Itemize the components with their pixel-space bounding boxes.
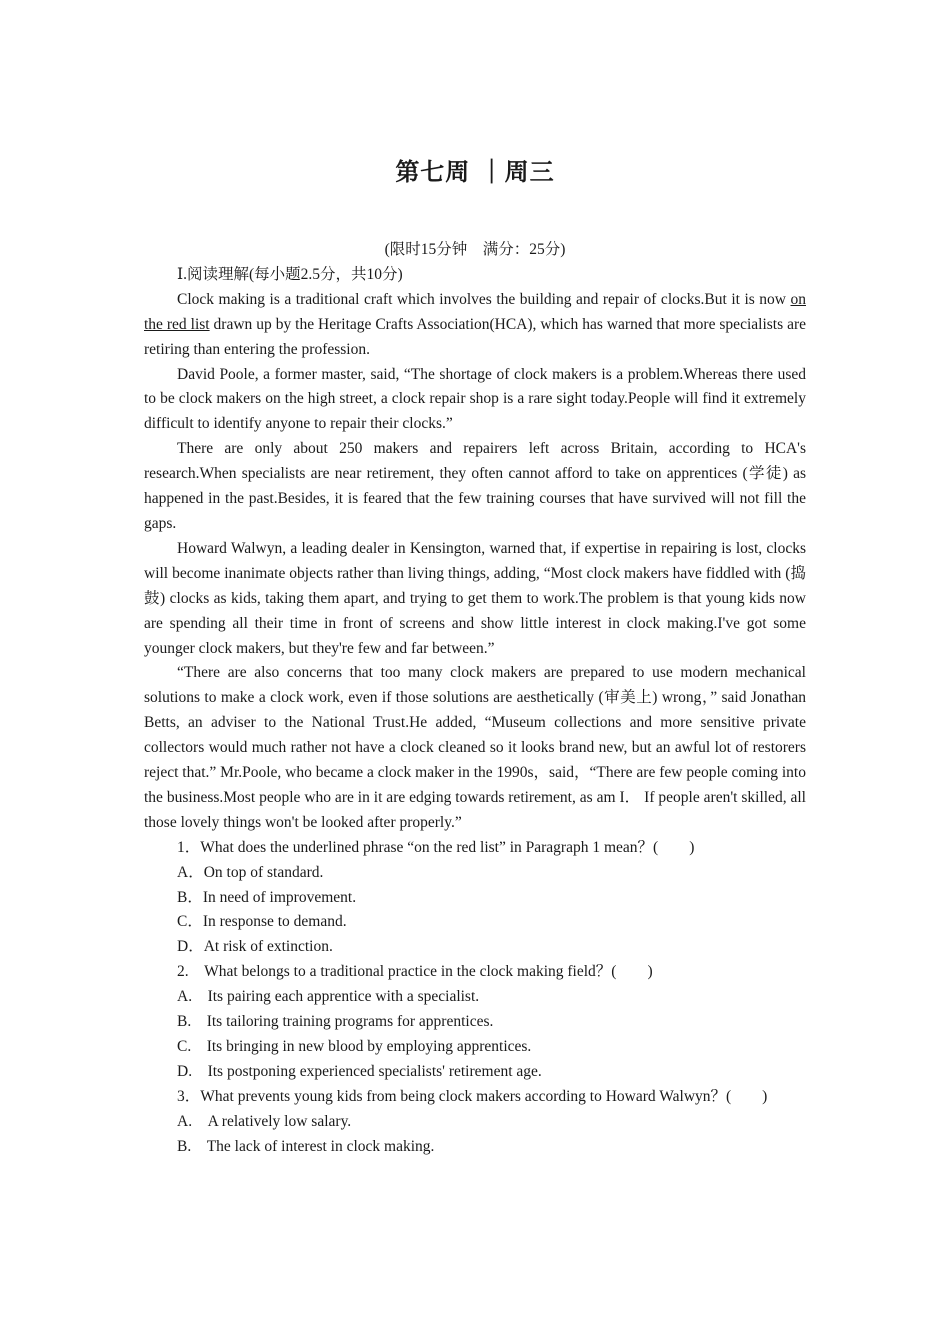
question-2-stem: 2. What belongs to a traditional practice in the clock making field？( ) [177,963,653,981]
passage-paragraph-3: There are only about 250 makers and repairers left across Britain, according to HCA's research.When specialists are near retirement, they often cannot afford to take on apprentices (学徒) as happened in the past.Besides, it is feared that the few training courses that have survived will not fill the gaps. [144,440,806,532]
document-body [144,238,806,1160]
passage-paragraph-2: David Poole, a former master, said, “The shortage of clock makers is a problem.Whereas there used to be clock makers on the high street, a clock repair shop is a rare sight today.People will find it extremely difficult to identify anyone to repair their clocks.” [144,365,806,433]
question-2-option-b: B. Its tailoring training programs for apprentices. [177,1013,494,1031]
passage-paragraph-4: Howard Walwyn, a leading dealer in Kensington, warned that, if expertise in repairing is lost, clocks will become inanimate objects rather than living things, adding, “Most clock makers have fiddled with (捣鼓) clocks as kids, taking them apart, and trying to get them to work.The problem is that young kids now are spending all their time in front of screens and show little interest in clock making.I've got some younger clock makers, but they're few and far between.” [144,539,806,657]
passage-paragraph-1 [144,288,806,363]
question-3-stem: 3．What prevents young kids from being clock makers according to Howard Walwyn？( ) [177,1087,768,1105]
p1-text-before: Clock making is a traditional craft which involves the building and repair of clocks.But it is now [177,290,791,308]
p1-text-after: drawn up by the Heritage Crafts Association(HCA), which has warned that more specialists are retiring than entering the profession. [144,315,806,358]
question-1-option-c: C．In response to demand. [177,913,347,931]
underlined-phrase: on the red list [144,290,806,333]
question-1-option-b: B．In need of improvement. [177,888,357,906]
page-title: 第七周 ｜周三 [395,158,555,186]
question-2-option-d: D. Its postponing experienced specialists' retirement age. [177,1062,542,1080]
section-heading: Ⅰ.阅读理解(每小题2.5分，共10分) [177,265,403,283]
passage-paragraph-5: “There are also concerns that too many clock makers are prepared to use modern mechanical solutions to make a clock work, even if those solutions are aesthetically (审美上) wrong，” said Jonathan Betts, an adviser to the National Trust.He added, “Museum collections and more sensitive private collectors would much rather not have a clock cleaned so it looks brand new, but an awful lot of restorers reject that.” Mr.Poole, who became a clock maker in the 1990s，said，“There are few people coming into the business.Most people who are in it are edging towards retirement, as am I． If people aren't skilled, all those lovely things won't be looked after properly.” [144,664,806,831]
question-1-option-a: A．On top of standard. [177,863,324,881]
question-2-option-a: A. Its pairing each apprentice with a specialist. [177,988,480,1006]
question-1-stem: 1．What does the underlined phrase “on the red list” in Paragraph 1 mean？( ) [177,838,695,856]
question-3-option-b: B. The lack of interest in clock making. [177,1137,435,1155]
question-3-option-a: A. A relatively low salary. [177,1112,352,1130]
question-2-option-c: C. Its bringing in new blood by employing apprentices. [177,1038,532,1055]
time-limit-subtitle: (限时15分钟 满分：25分) [384,241,566,258]
question-1-option-d: D．At risk of extinction. [177,938,333,956]
